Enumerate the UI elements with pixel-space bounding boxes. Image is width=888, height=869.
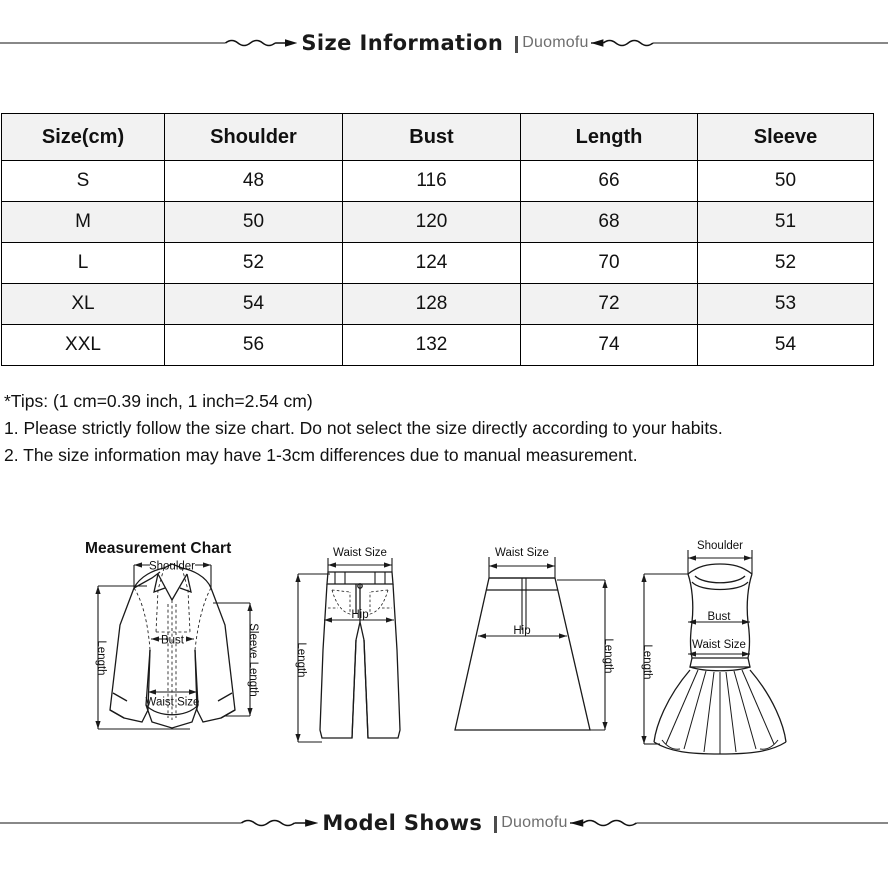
measurement-diagrams	[0, 530, 888, 775]
dress-bust-label: Bust	[707, 611, 731, 623]
cell-sleeve: 53	[698, 284, 874, 325]
skirt-hip-label: Hip	[513, 625, 531, 637]
dress-length-label: Length	[641, 644, 653, 680]
cell-shoulder: 52	[165, 243, 343, 284]
table-row	[2, 325, 874, 366]
shirt-waist-label: Waist Size	[145, 696, 200, 709]
table-header-row	[2, 114, 874, 161]
banner-title: Model Shows	[322, 811, 483, 835]
banner-right-rule-with-wavy-arrow	[591, 20, 888, 66]
dress-waist-label: Waist Size	[692, 639, 746, 651]
dress-measurement-diagram	[630, 530, 805, 770]
shirt-shoulder-label: Shoulder	[148, 560, 196, 573]
banner-left-rule-with-wavy-arrow	[0, 20, 297, 66]
brand-name: Duomofu	[501, 814, 568, 831]
table-row	[2, 161, 874, 202]
size-information-banner	[0, 20, 888, 66]
measurement-chart-title: Measurement Chart	[85, 540, 232, 557]
cell-size: M	[2, 202, 165, 243]
pants-hip-label: Hip	[351, 609, 369, 621]
shirt-length-label: Length	[95, 640, 107, 676]
tips-block	[4, 388, 884, 469]
cell-size: L	[2, 243, 165, 284]
cell-length: 72	[521, 284, 698, 325]
brand-name: Duomofu	[522, 34, 589, 51]
column-header-bust: Bust	[343, 114, 521, 161]
tips-line-2: 2. The size information may have 1-3cm differences due to manual measurement.	[4, 445, 638, 465]
cell-sleeve: 51	[698, 202, 874, 243]
pants-measurement-diagram	[280, 530, 430, 770]
column-header-sleeve: Sleeve	[698, 114, 874, 161]
shirt-sleeve-label: Sleeve Length	[247, 623, 259, 697]
cell-size: XL	[2, 284, 165, 325]
skirt-waist-label: Waist Size	[495, 547, 549, 559]
cell-size: S	[2, 161, 165, 202]
cell-length: 70	[521, 243, 698, 284]
brand-bar-icon	[494, 816, 497, 833]
brand-mark	[486, 800, 569, 846]
brand-bar-icon	[515, 36, 518, 53]
cell-length: 74	[521, 325, 698, 366]
cell-bust: 128	[343, 284, 521, 325]
cell-sleeve: 52	[698, 243, 874, 284]
column-header-size: Size(cm)	[2, 114, 165, 161]
pants-waist-label: Waist Size	[333, 547, 387, 559]
pants-length-label: Length	[295, 642, 307, 678]
banner-title: Size Information	[301, 31, 504, 55]
shirt-measurement-diagram	[72, 530, 272, 770]
cell-size: XXL	[2, 325, 165, 366]
table-row	[2, 243, 874, 284]
cell-shoulder: 48	[165, 161, 343, 202]
tips-line-1: 1. Please strictly follow the size chart. Do not select the size directly according to your habits.	[4, 418, 723, 438]
column-header-length: Length	[521, 114, 698, 161]
cell-bust: 120	[343, 202, 521, 243]
dress-shoulder-label: Shoulder	[696, 540, 744, 552]
tips-conversion-line: *Tips: (1 cm=0.39 inch, 1 inch=2.54 cm)	[4, 391, 313, 411]
banner-left-rule-with-wavy-arrow	[0, 800, 318, 846]
brand-mark	[507, 20, 590, 66]
cell-length: 66	[521, 161, 698, 202]
cell-bust: 116	[343, 161, 521, 202]
model-shows-banner	[0, 800, 888, 846]
table-row	[2, 202, 874, 243]
skirt-measurement-diagram	[445, 530, 620, 770]
cell-length: 68	[521, 202, 698, 243]
banner-right-rule-with-wavy-arrow	[570, 800, 888, 846]
size-chart-table	[1, 113, 874, 366]
cell-shoulder: 50	[165, 202, 343, 243]
cell-sleeve: 50	[698, 161, 874, 202]
column-header-shoulder: Shoulder	[165, 114, 343, 161]
cell-shoulder: 56	[165, 325, 343, 366]
cell-sleeve: 54	[698, 325, 874, 366]
shirt-bust-label: Bust	[160, 634, 185, 647]
cell-shoulder: 54	[165, 284, 343, 325]
cell-bust: 132	[343, 325, 521, 366]
skirt-length-label: Length	[602, 638, 614, 674]
table-row	[2, 284, 874, 325]
cell-bust: 124	[343, 243, 521, 284]
